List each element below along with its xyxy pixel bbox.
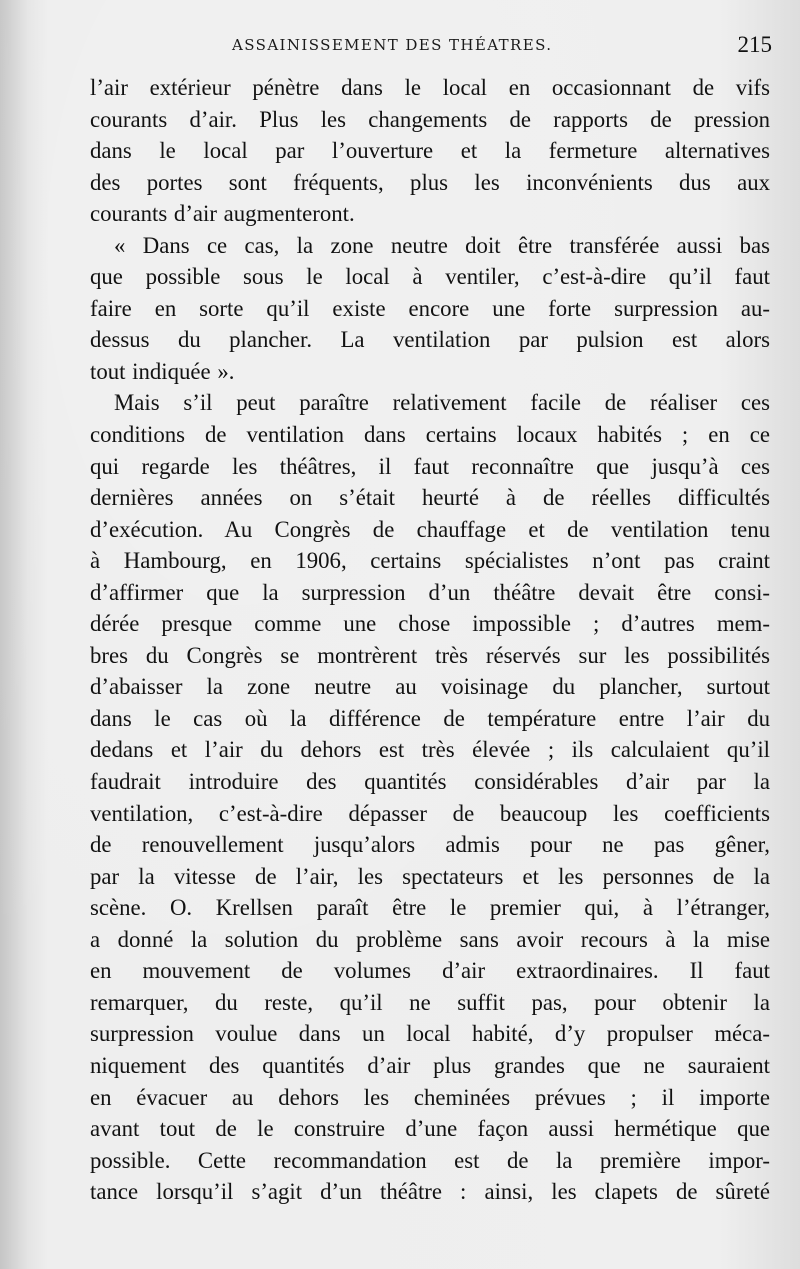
text-line: en évacuer au dehors les cheminées prévues ; il importe [90, 1084, 770, 1110]
text-line: ventilation, c’est-à-dire dépasser de beaucoup les coefficients [90, 800, 770, 826]
text-line: faudrait introduire des quantités considérables d’air par la [90, 769, 770, 795]
text-line: bres du Congrès se montrèrent très réservés sur les possibilités [90, 642, 770, 668]
text-line: des portes sont fréquents, plus les inconvénients dus aux [90, 169, 770, 195]
text-line: que possible sous le local à ventiler, c’est-à-dire qu’il faut [90, 264, 770, 290]
text-line: en mouvement de volumes d’air extraordinaires. Il faut [90, 958, 770, 984]
text-line: « Dans ce cas, la zone neutre doit être transférée aussi bas [114, 232, 770, 258]
text-line: tance lorsqu’il s’agit d’un théâtre : ainsi, les clapets de sûreté [90, 1179, 770, 1205]
text-line: dessus du plancher. La ventilation par pulsion est alors [90, 327, 770, 353]
text-line: remarquer, du reste, qu’il ne suffit pas, pour obtenir la [90, 989, 770, 1015]
page-header [92, 32, 772, 64]
text-line: d’abaisser la zone neutre au voisinage du plancher, surtout [90, 674, 770, 700]
text-line: dérée presque comme une chose impossible ; d’autres mem- [90, 611, 770, 637]
text-line: courants d’air. Plus les changements de rapports de pression [90, 106, 770, 132]
text-line: dedans et l’air du dehors est très élevée ; ils calculaient qu’il [90, 737, 770, 763]
text-line: faire en sorte qu’il existe encore une forte surpression au- [90, 295, 770, 321]
text-line: d’affirmer que la surpression d’un théâtre devait être consi- [90, 579, 770, 605]
text-line: conditions de ventilation dans certains locaux habités ; en ce [90, 422, 770, 448]
text-line: avant tout de le construire d’une façon aussi hermétique que [90, 1116, 770, 1142]
text-line: tout indiquée ». [90, 358, 235, 384]
page-number: 215 [737, 32, 772, 57]
text-line: d’exécution. Au Congrès de chauffage et de ventilation tenu [90, 516, 770, 542]
text-line: à Hambourg, en 1906, certains spécialistes n’ont pas craint [90, 548, 770, 574]
text-line: dans le local par l’ouverture et la fermeture alternatives [90, 138, 770, 164]
text-line: dernières années on s’était heurté à de réelles difficultés [90, 485, 770, 511]
page-gutter-shadow [0, 0, 28, 1269]
text-line: l’air extérieur pénètre dans le local en occasionnant de vifs [90, 75, 770, 100]
text-line: dans le cas où la différence de température entre l’air du [90, 705, 770, 731]
text-line: qui regarde les théâtres, il faut reconnaître que jusqu’à ces [90, 453, 770, 479]
text-line: a donné la solution du problème sans avoir recours à la mise [90, 926, 770, 952]
text-line: scène. O. Krellsen paraît être le premier qui, à l’étranger, [90, 895, 770, 921]
text-line: courants d’air augmenteront. [90, 201, 355, 227]
text-line: surpression voulue dans un local habité, d’y propulser méca- [90, 1021, 770, 1047]
text-line: de renouvellement jusqu’alors admis pour ne pas gêner, [90, 832, 770, 858]
text-line: niquement des quantités d’air plus grandes que ne sauraient [90, 1052, 770, 1078]
body-text [90, 72, 770, 1208]
text-line: possible. Cette recommandation est de la première impor- [90, 1147, 770, 1173]
running-head: ASSAINISSEMENT DES THÉATRES. [232, 36, 553, 54]
text-line: par la vitesse de l’air, les spectateurs et les personnes de la [90, 863, 770, 889]
text-line: Mais s’il peut paraître relativement facile de réaliser ces [114, 390, 770, 416]
